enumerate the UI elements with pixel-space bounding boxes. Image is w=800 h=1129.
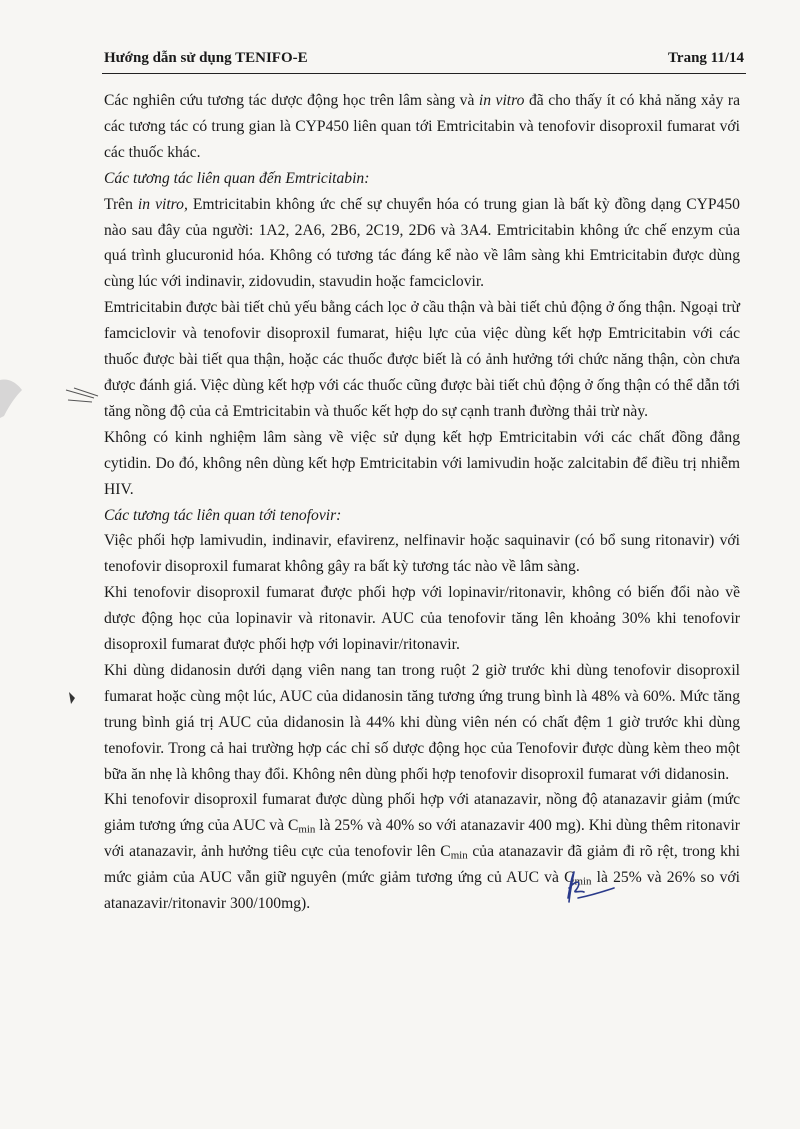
text-run: Khi dùng didanosin dưới dạng viên nang tan trong ruột 2 giờ trước khi dùng tenofovir disoproxil fumarat hoặc cùng một lúc, AUC của didanosin tăng tương ứng trung bình là 48% và 60%. Mức tăng trung bình giá trị AUC của didanosin là 44% khi dùng viên nén có chất đệm 1 giờ trước khi dùng tenofovir. Trong cả hai trường hợp các chỉ số dược động học của Tenofovir được dùng kèm theo một bữa ăn nhẹ là không thay đổi. Không nên dùng phối hợp tenofovir disoproxil fumarat với didanosin. (104, 661, 740, 783)
subscript: min (450, 850, 468, 862)
paragraph (104, 425, 740, 503)
section-heading (104, 503, 740, 529)
page-number: Trang 11/14 (668, 50, 744, 66)
text-run: Khi tenofovir disoproxil fumarat được phối hợp với lopinavir/ritonavir, không có biến đổi nào về dược động học của lopinavir và ritonavir. AUC của tenofovir tăng lên khoảng 30% khi tenofovir disoproxil fumarat được phối hợp với lopinavir/ritonavir. (104, 584, 740, 654)
text-run: Các nghiên cứu tương tác dược động học trên lâm sàng và (104, 92, 479, 109)
text-run: Khi tenofovir disoproxil fumarat được dùng phối hợp với atanazavir, nồng độ atanazavir giảm (mức giảm tương ứng của AUC và C (104, 791, 740, 835)
text-run: là 25% và 26% so với atanazavir/ritonavir 300/100mg). (104, 869, 740, 913)
paragraph (104, 658, 740, 788)
paragraph (104, 295, 740, 425)
text-run: Các tương tác liên quan tới tenofovir: (104, 506, 342, 524)
paragraph (104, 192, 740, 296)
scan-mark-arrow (64, 384, 104, 408)
text-run: là 25% và 40% so với atanazavir 400 mg). Khi dùng thêm ritonavir với atanazavir, ảnh hưởng tiêu cực của tenofovir lên C (104, 817, 740, 861)
text-run: Emtricitabin được bài tiết chủ yếu bằng cách lọc ở cầu thận và bài tiết chủ động ở ống thận. Ngoại trừ famciclovir và tenofovir disoproxil fumarat, hiệu lực của việc dùng kết hợp Emtricitabin với các thuốc được bài tiết qua thận, hoặc các thuốc được biết là có ảnh hưởng tới chức năng thận, còn chưa được đánh giá. Việc dùng kết hợp với các thuốc cũng được bài tiết chủ động ở ống thận có thể dẫn tới tăng nồng độ của cả Emtricitabin và thuốc kết hợp do sự cạnh tranh đường thải trừ này. (104, 299, 740, 420)
page-header (104, 50, 744, 67)
paragraph (104, 787, 740, 917)
paragraph (104, 88, 740, 166)
text-run: Trên (104, 195, 138, 213)
scan-mark-dot (66, 690, 80, 706)
paragraph (104, 580, 740, 658)
scan-smudge (0, 360, 30, 430)
subscript: min (298, 824, 316, 837)
document-body (104, 88, 740, 917)
text-run: Emtricitabin không ức chế sự chuyển hóa có trung gian là bất kỳ đồng dạng CYP450 nào sau đây của người: 1A2, 2A6, 2B6, 2C19, 2D6 và 3A4. Emtricitabin không ức chế enzym của quá trình glucuronid hóa. Không có tương tác đáng kể nào về lâm sàng khi Emtricitabin được dùng cùng lúc với indinavir, zidovudin, stavudin hoặc famciclovir. (104, 195, 740, 291)
italic-term: in vitro (478, 92, 525, 109)
document-title: Hướng dẫn sử dụng TENIFO-E (104, 50, 308, 66)
header-rule (102, 73, 746, 74)
paragraph (104, 528, 740, 580)
text-run: Việc phối hợp lamivudin, indinavir, efavirenz, nelfinavir hoặc saquinavir (có bổ sung ritonavir) với tenofovir disoproxil fumarat không gây ra bất kỳ tương tác nào về lâm sàng. (104, 532, 740, 576)
text-run: của atanazavir đã giảm đi rõ rệt, trong khi mức giảm của AUC vẫn giữ nguyên (mức giảm tương ứng củ AUC và C (104, 843, 740, 887)
italic-term: in vitro, (137, 195, 188, 213)
text-run: đã cho thấy ít có khả năng xảy ra các tương tác có trung gian là CYP450 liên quan tới Emtricitabin và tenofovir disoproxil fumarat với các thuốc khác. (104, 92, 741, 161)
subscript: min (574, 875, 592, 888)
section-heading (104, 166, 740, 192)
text-run: Không có kinh nghiệm lâm sàng về việc sử dụng kết hợp Emtricitabin với các chất đồng đẳng cytidin. Do đó, không nên dùng kết hợp Emtricitabin với lamivudin hoặc zalcitabin để điều trị nhiễm HIV. (104, 428, 740, 498)
text-run: Các tương tác liên quan đến Emtricitabin: (104, 169, 370, 187)
handwritten-signature (558, 868, 618, 908)
